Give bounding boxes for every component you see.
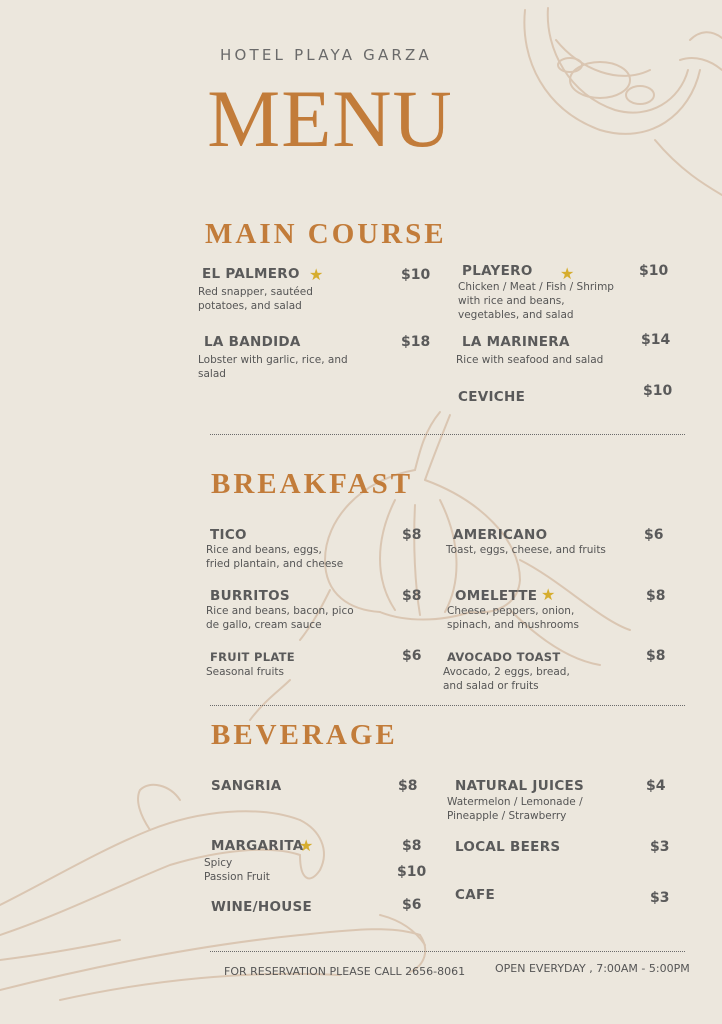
item-name: EL PALMERO xyxy=(202,266,300,282)
menu-item-burritos xyxy=(206,588,366,632)
section-divider xyxy=(210,434,685,435)
item-name: SANGRIA xyxy=(211,778,282,794)
item-name: BURRITOS xyxy=(210,588,290,604)
star-icon: ★ xyxy=(560,264,575,283)
item-price: $10 xyxy=(643,383,673,399)
item-name: NATURAL JUICES xyxy=(455,778,585,794)
menu-item-fruit-plate xyxy=(206,650,346,679)
reservation-info: FOR RESERVATION PLEASE CALL 2656-8061 xyxy=(224,965,466,978)
star-icon: ★ xyxy=(299,836,314,855)
item-price: $4 xyxy=(646,778,666,794)
item-price: $10 xyxy=(639,263,669,279)
menu-item-la-marinera xyxy=(456,334,636,367)
menu-item-el-palmero xyxy=(198,266,363,313)
item-name: TICO xyxy=(210,527,247,543)
menu-item-wine-house xyxy=(211,899,312,915)
star-icon: ★ xyxy=(309,265,324,284)
menu-item-americano xyxy=(446,527,606,557)
section-title-beverage: BEVERAGE xyxy=(211,719,398,751)
menu-item-local-beers xyxy=(455,839,560,855)
item-description: Rice and beans, eggs, fried plantain, and cheese xyxy=(206,544,344,570)
item-price: $6 xyxy=(644,527,664,543)
item-description: Avocado, 2 eggs, bread, and salad or fruits xyxy=(443,666,570,692)
section-title-main-course: MAIN COURSE xyxy=(205,218,447,250)
item-description: Toast, eggs, cheese, and fruits xyxy=(446,544,606,556)
item-price: $6 xyxy=(402,648,422,664)
item-name: LOCAL BEERS xyxy=(455,839,561,855)
hotel-name: HOTEL PLAYA GARZA xyxy=(220,46,432,64)
item-name: LA BANDIDA xyxy=(204,334,301,350)
item-description: Seasonal fruits xyxy=(206,666,284,678)
item-variant-price: $10 xyxy=(397,864,427,880)
item-name: FRUIT PLATE xyxy=(210,650,295,664)
item-price: $8 xyxy=(402,838,422,854)
item-name: CEVICHE xyxy=(458,389,526,405)
item-price: $3 xyxy=(650,890,670,906)
item-description: Rice and beans, bacon, pico de gallo, cream sauce xyxy=(206,605,354,631)
item-price: $8 xyxy=(402,588,422,604)
item-name: WINE/HOUSE xyxy=(211,899,313,915)
item-price: $6 xyxy=(402,897,422,913)
item-price: $18 xyxy=(401,334,431,350)
item-price: $8 xyxy=(646,648,666,664)
menu-item-la-bandida xyxy=(198,334,348,381)
item-description: Chicken / Meat / Fish / Shrimp with rice and beans, vegetables, and salad xyxy=(458,281,614,321)
item-name: LA MARINERA xyxy=(462,334,570,350)
menu-item-avocado-toast xyxy=(443,650,588,693)
item-price: $8 xyxy=(398,778,418,794)
menu-item-playero xyxy=(458,263,618,322)
footer-divider xyxy=(210,951,685,952)
section-divider xyxy=(210,705,685,706)
item-description: Watermelon / Lemonade / Pineapple / Strawberry xyxy=(447,796,583,822)
menu-item-margarita xyxy=(204,838,304,884)
item-variant: Spicy xyxy=(204,857,233,869)
item-description: Red snapper, sautéed potatoes, and salad xyxy=(198,286,313,312)
item-price: $8 xyxy=(646,588,666,604)
star-icon: ★ xyxy=(541,585,556,604)
menu-item-natural-juices xyxy=(447,778,592,823)
item-description: Lobster with garlic, rice, and salad xyxy=(198,354,348,380)
item-name: AVOCADO TOAST xyxy=(447,650,561,664)
menu-item-ceviche xyxy=(458,389,525,405)
menu-item-cafe xyxy=(455,887,495,903)
item-price: $3 xyxy=(650,839,670,855)
item-price: $14 xyxy=(641,332,671,348)
item-variant: Passion Fruit xyxy=(204,871,270,883)
opening-hours: OPEN EVERYDAY , 7:00AM - 5:00PM xyxy=(495,962,690,975)
item-description: Cheese, peppers, onion, spinach, and mushrooms xyxy=(447,605,579,631)
menu-title: MENU xyxy=(207,73,453,164)
section-title-breakfast: BREAKFAST xyxy=(211,468,414,500)
item-name: OMELETTE xyxy=(455,588,538,604)
item-name: AMERICANO xyxy=(453,527,548,543)
menu-item-omelette xyxy=(447,585,607,632)
menu-item-tico xyxy=(206,527,346,571)
item-price: $10 xyxy=(401,267,431,283)
item-name: MARGARITA xyxy=(211,838,304,854)
item-name: CAFE xyxy=(455,887,495,903)
item-name: PLAYERO xyxy=(462,263,533,279)
menu-item-sangria xyxy=(211,778,282,794)
item-description: Rice with seafood and salad xyxy=(456,354,604,366)
item-price: $8 xyxy=(402,527,422,543)
